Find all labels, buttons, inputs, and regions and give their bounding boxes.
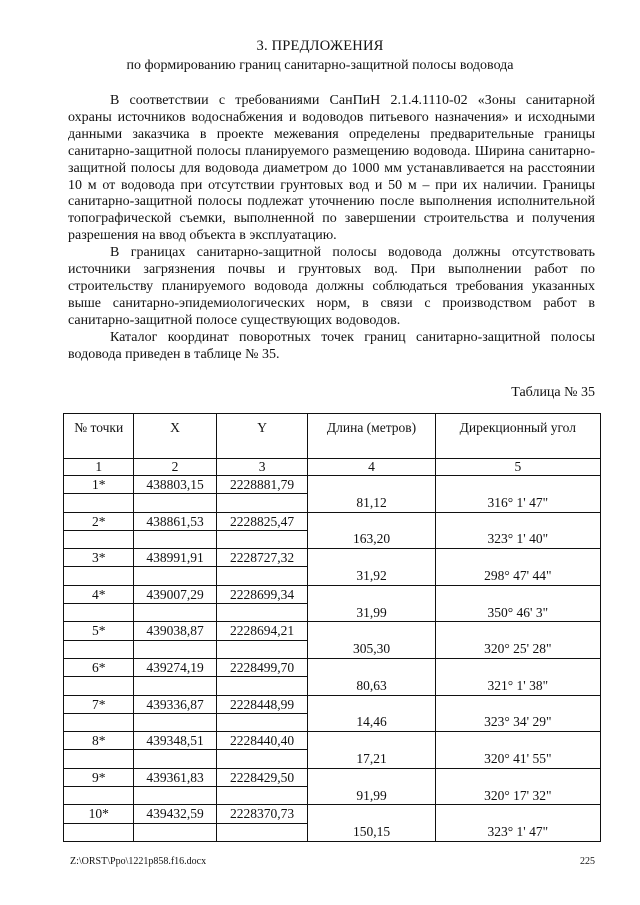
point-id: 1* [64, 476, 134, 494]
point-x: 439038,87 [134, 622, 216, 640]
segment-length: 163,20 [308, 530, 435, 548]
table-row-segment [64, 494, 601, 512]
point-y: 2228370,73 [216, 805, 308, 823]
blank-cell [134, 567, 216, 585]
table-caption: Таблица № 35 [511, 385, 595, 400]
blank-cell [134, 604, 216, 622]
table-row-segment [64, 640, 601, 658]
direction-angle: 323° 1' 40" [435, 530, 600, 548]
blank-cell [134, 823, 216, 841]
direction-angle: 321° 1' 38" [435, 677, 600, 695]
direction-angle-blank [435, 585, 600, 603]
blank-cell [64, 567, 134, 585]
segment-length-blank [308, 549, 435, 567]
direction-angle-blank [435, 805, 600, 823]
blank-cell [134, 530, 216, 548]
point-y: 2228499,70 [216, 658, 308, 676]
point-y: 2228727,32 [216, 549, 308, 567]
point-x: 439361,83 [134, 768, 216, 786]
column-number: 3 [216, 459, 308, 476]
blank-cell [216, 787, 308, 805]
segment-length: 31,99 [308, 604, 435, 622]
table-row-point [64, 585, 601, 603]
blank-cell [134, 494, 216, 512]
blank-cell [134, 750, 216, 768]
blank-cell [134, 640, 216, 658]
header-angle: Дирекционный угол [435, 414, 600, 459]
point-id: 7* [64, 695, 134, 713]
segment-length-blank [308, 622, 435, 640]
direction-angle-blank [435, 768, 600, 786]
segment-length-blank [308, 585, 435, 603]
paragraph: В соответствии с требованиями СанПиН 2.1.4.1110-02 «Зоны санитарной охраны источников водоснабжения и водоводов питьевого назначения» и исходными данными заказчика в проекте межевания определены предварительные границы санитарно-защитной полосы планируемого размещению водовода. Ширина санитарно-защитной полосы для водовода диаметром до 1000 мм устанавливается на расстоянии 10 м от водовода при отсутствии грунтовых вод и 50 м – при их наличии. Границы санитарно-защитной полосы подлежат уточнению после выполнения исполнительной топографической съемки, выполненной по завершении строительства и получения разрешения на ввод объекта в эксплуатацию. [68, 93, 595, 244]
blank-cell [64, 713, 134, 731]
column-number-row [64, 459, 601, 476]
segment-length: 31,92 [308, 567, 435, 585]
footer-file-path: Z:\ORST\Ppo\1221p858.f16.docx [70, 856, 207, 867]
body-text [68, 93, 595, 364]
blank-cell [216, 677, 308, 695]
point-id: 6* [64, 658, 134, 676]
table-row-point [64, 732, 601, 750]
blank-cell [216, 713, 308, 731]
segment-length: 17,21 [308, 750, 435, 768]
segment-length: 81,12 [308, 494, 435, 512]
segment-length-blank [308, 476, 435, 494]
table-row-point [64, 768, 601, 786]
direction-angle: 298° 47' 44" [435, 567, 600, 585]
blank-cell [216, 530, 308, 548]
segment-length-blank [308, 805, 435, 823]
direction-angle-blank [435, 732, 600, 750]
direction-angle: 350° 46' 3" [435, 604, 600, 622]
blank-cell [216, 640, 308, 658]
header-x: X [134, 414, 216, 459]
header-point: № точки [64, 414, 134, 459]
table-row-point [64, 622, 601, 640]
section-title: 3. ПРЕДЛОЖЕНИЯ [256, 38, 384, 54]
point-x: 439432,59 [134, 805, 216, 823]
table-row-segment [64, 567, 601, 585]
direction-angle: 320° 41' 55" [435, 750, 600, 768]
section-subtitle: по формированию границ санитарно-защитной полосы водовода [126, 58, 514, 73]
direction-angle-blank [435, 476, 600, 494]
table-row-point [64, 512, 601, 530]
direction-angle: 316° 1' 47" [435, 494, 600, 512]
table-row-point [64, 658, 601, 676]
blank-cell [64, 494, 134, 512]
blank-cell [64, 787, 134, 805]
blank-cell [134, 677, 216, 695]
header-y: Y [216, 414, 308, 459]
footer-page-number: 225 [580, 856, 595, 867]
segment-length-blank [308, 768, 435, 786]
header-length: Длина (метров) [308, 414, 435, 459]
point-y: 2228440,40 [216, 732, 308, 750]
segment-length-blank [308, 658, 435, 676]
segment-length: 150,15 [308, 823, 435, 841]
point-x: 439007,29 [134, 585, 216, 603]
direction-angle-blank [435, 658, 600, 676]
blank-cell [216, 494, 308, 512]
segment-length-blank [308, 695, 435, 713]
blank-cell [64, 640, 134, 658]
blank-cell [64, 677, 134, 695]
point-x: 438991,91 [134, 549, 216, 567]
point-y: 2228429,50 [216, 768, 308, 786]
table-row-segment [64, 787, 601, 805]
point-x: 439274,19 [134, 658, 216, 676]
table-row-point [64, 476, 601, 494]
blank-cell [216, 604, 308, 622]
point-id: 5* [64, 622, 134, 640]
column-number: 2 [134, 459, 216, 476]
blank-cell [134, 713, 216, 731]
point-id: 4* [64, 585, 134, 603]
segment-length-blank [308, 512, 435, 530]
direction-angle: 320° 17' 32" [435, 787, 600, 805]
blank-cell [64, 750, 134, 768]
blank-cell [134, 787, 216, 805]
blank-cell [216, 750, 308, 768]
point-y: 2228825,47 [216, 512, 308, 530]
point-y: 2228694,21 [216, 622, 308, 640]
blank-cell [64, 823, 134, 841]
point-id: 9* [64, 768, 134, 786]
direction-angle-blank [435, 622, 600, 640]
blank-cell [216, 823, 308, 841]
point-x: 438861,53 [134, 512, 216, 530]
segment-length: 91,99 [308, 787, 435, 805]
table-row-segment [64, 677, 601, 695]
point-id: 8* [64, 732, 134, 750]
point-y: 2228699,34 [216, 585, 308, 603]
direction-angle-blank [435, 512, 600, 530]
point-x: 438803,15 [134, 476, 216, 494]
table-row-segment [64, 530, 601, 548]
blank-cell [216, 567, 308, 585]
direction-angle-blank [435, 695, 600, 713]
column-number: 4 [308, 459, 435, 476]
table-row-segment [64, 604, 601, 622]
table-row-segment [64, 823, 601, 841]
table-row-point [64, 549, 601, 567]
point-x: 439336,87 [134, 695, 216, 713]
segment-length: 14,46 [308, 713, 435, 731]
column-number: 5 [435, 459, 600, 476]
table-row-point [64, 805, 601, 823]
table-header-row [64, 414, 601, 459]
blank-cell [64, 530, 134, 548]
point-x: 439348,51 [134, 732, 216, 750]
direction-angle: 323° 34' 29" [435, 713, 600, 731]
point-id: 3* [64, 549, 134, 567]
segment-length: 80,63 [308, 677, 435, 695]
table-row-point [64, 695, 601, 713]
coordinates-table [63, 413, 601, 842]
point-y: 2228448,99 [216, 695, 308, 713]
direction-angle: 320° 25' 28" [435, 640, 600, 658]
blank-cell [64, 604, 134, 622]
point-y: 2228881,79 [216, 476, 308, 494]
point-id: 10* [64, 805, 134, 823]
segment-length-blank [308, 732, 435, 750]
direction-angle: 323° 1' 47" [435, 823, 600, 841]
direction-angle-blank [435, 549, 600, 567]
column-number: 1 [64, 459, 134, 476]
table-row-segment [64, 713, 601, 731]
paragraph: Каталог координат поворотных точек границ санитарно-защитной полосы водовода приведен в таблице № 35. [68, 329, 595, 362]
segment-length: 305,30 [308, 640, 435, 658]
point-id: 2* [64, 512, 134, 530]
table-row-segment [64, 750, 601, 768]
paragraph: В границах санитарно-защитной полосы водовода должны отсутствовать источники загрязнения почвы и грунтовых вод. При выполнении работ по строительству планируемого водовода должны соблюдаться требования указанных выше санитарно-эпидемиологических норм, в связи с производством работ в санитарно-защитной полосе существующих водоводов. [68, 245, 595, 328]
